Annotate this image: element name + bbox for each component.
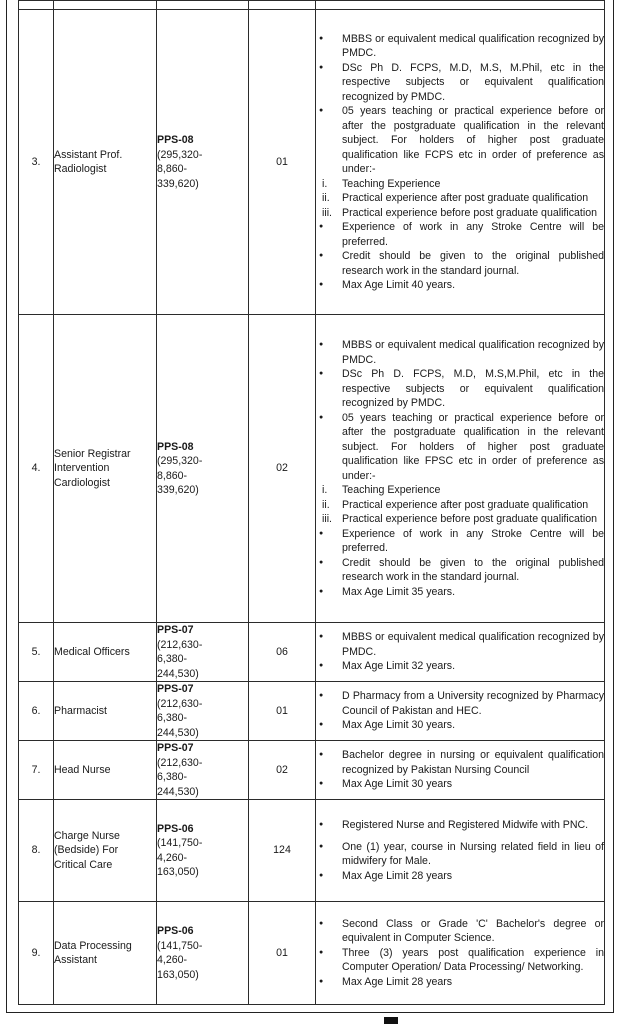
stub-cell: [249, 1, 316, 10]
table-row: [19, 800, 605, 902]
qualification-bullet: [316, 659, 604, 674]
qualification-list: [316, 32, 604, 293]
qualification-bullet: [316, 61, 604, 105]
qualification-text: Practical experience before post graduate qualification: [342, 206, 597, 219]
qualification-bullet: [316, 777, 604, 792]
qualification-text: One (1) year, course in Nursing related field in lieu of midwifery for Male.: [342, 840, 604, 867]
post-name-cell: [54, 741, 157, 800]
qualification-text: Teaching Experience: [342, 177, 441, 190]
pay-scale-code: PPS-08: [157, 134, 194, 146]
qualification-text: DSc Ph D. FCPS, M.D, M.S,M.Phil, etc in the respective subjects or equivalent qualification recognized by PMDC.: [342, 368, 604, 409]
qualification-subitem: [316, 177, 604, 192]
qualification-text: MBBS or equivalent medical qualification recognized by PMDC.: [342, 339, 604, 366]
qualification-list: [316, 338, 604, 599]
pay-scale-code: PPS-06: [157, 822, 194, 835]
post-name-line: Cardiologist: [54, 476, 110, 489]
qualification-cell: [316, 741, 605, 800]
stub-cell: [19, 1, 54, 10]
serial-number-cell: 5.: [19, 623, 54, 682]
table-row: [19, 741, 605, 800]
pay-scale-code: PPS-06: [157, 925, 194, 937]
qualification-text: 05 years teaching or practical experience before or after the postgraduate qualification in the relevant subject. For holders of higher post graduate qualification like FCPS etc in order of preference as under:-: [342, 105, 604, 175]
post-name-line: Assistant: [54, 954, 97, 966]
serial-number-cell: 6.: [19, 682, 54, 741]
qualification-bullet: [316, 840, 604, 869]
qualification-text: Second Class or Grade 'C' Bachelor's degree or equivalent in Computer Science.: [342, 917, 604, 945]
qualification-bullet: [316, 278, 604, 293]
number-of-posts-cell: 01: [249, 10, 316, 315]
pay-scale-cell: [157, 10, 249, 315]
qualification-bullet: [316, 946, 604, 975]
post-name-line: Radiologist: [54, 163, 107, 175]
qualification-text: Max Age Limit 28 years: [342, 869, 453, 882]
table-row: [19, 682, 605, 741]
pay-scale-cell: [157, 315, 249, 623]
post-name-line: Critical Care: [54, 858, 113, 871]
serial-number-cell: 8.: [19, 800, 54, 902]
roman-numeral-marker: i.: [322, 484, 328, 496]
number-of-posts-cell: 02: [249, 315, 316, 623]
qualification-text: Credit should be given to the original published research work in the standard journal.: [342, 250, 604, 277]
pay-scale-cell: [157, 800, 249, 902]
post-name-cell: [54, 800, 157, 902]
qualification-bullet: [316, 818, 604, 833]
qualification-text: Max Age Limit 30 years: [342, 778, 453, 791]
post-name-cell: [54, 623, 157, 682]
qualification-bullet: [316, 869, 604, 884]
post-name-line: (Bedside) For: [54, 844, 119, 857]
pay-scale-range: (141,750- 4,260- 163,050): [157, 939, 203, 981]
post-name-line: Medical Officers: [54, 645, 130, 658]
scan-edge-mark: [384, 1017, 398, 1024]
qualification-bullet: [316, 220, 604, 249]
post-name-line: Data Processing: [54, 939, 132, 952]
qualification-list: [316, 917, 604, 990]
pay-scale-range: (212,630- 6,380- 244,530): [157, 638, 203, 680]
qualification-subitem: [316, 483, 604, 498]
qualification-cell: [316, 682, 605, 741]
qualification-bullet: [316, 689, 604, 718]
post-name-cell: [54, 315, 157, 623]
qualification-text: Experience of work in any Stroke Centre will be preferred.: [342, 527, 604, 554]
number-of-posts-cell: 06: [249, 623, 316, 682]
qualification-cell: [316, 10, 605, 315]
number-of-posts-cell: 02: [249, 741, 316, 800]
table-row: [19, 315, 605, 623]
qualification-subitem: [316, 206, 604, 221]
qualification-list: [316, 630, 604, 674]
qualification-bullet: [316, 249, 604, 278]
serial-number-cell: 4.: [19, 315, 54, 623]
number-of-posts-cell: 01: [249, 682, 316, 741]
qualification-text: Teaching Experience: [342, 484, 441, 496]
pay-scale-range: (212,630- 6,380- 244,530): [157, 697, 203, 739]
qualification-text: D Pharmacy from a University recognized by Pharmacy Council of Pakistan and HEC.: [342, 690, 604, 717]
qualification-text: Practical experience after post graduate qualification: [342, 192, 589, 204]
qualification-bullet: [316, 411, 604, 484]
pay-scale-code: PPS-08: [157, 440, 194, 453]
serial-number-cell: 7.: [19, 741, 54, 800]
qualification-bullet: [316, 630, 604, 659]
qualification-text: MBBS or equivalent medical qualification recognized by PMDC.: [342, 631, 604, 658]
qualification-text: Max Age Limit 28 years: [342, 975, 453, 988]
pay-scale-cell: [157, 682, 249, 741]
serial-number-cell: 9.: [19, 902, 54, 1005]
pay-scale-cell: [157, 623, 249, 682]
qualification-cell: [316, 902, 605, 1005]
qualification-text: DSc Ph D. FCPS, M.D, M.S, M.Phil, etc in the respective subjects or equivalent qualification recognized by PMDC.: [342, 61, 604, 103]
qualification-subitem: [316, 498, 604, 513]
pay-scale-code: PPS-07: [157, 742, 194, 754]
qualification-text: Max Age Limit 35 years.: [342, 585, 456, 598]
qualification-bullet: [316, 975, 604, 990]
table-row: [19, 902, 605, 1005]
post-name-cell: [54, 902, 157, 1005]
qualification-bullet: [316, 917, 604, 946]
qualification-text: Max Age Limit 40 years.: [342, 279, 456, 291]
qualification-text: 05 years teaching or practical experience before or after the postgraduate qualification in the relevant subject. For holders of higher post graduate qualification like FPSC etc in order of preference as under:-: [342, 411, 604, 482]
qualification-text: Registered Nurse and Registered Midwife with PNC.: [342, 819, 589, 831]
post-name-line: Charge Nurse: [54, 829, 120, 842]
post-name-cell: [54, 10, 157, 315]
qualification-cell: [316, 800, 605, 902]
pay-scale-code: PPS-07: [157, 624, 194, 636]
pay-scale-range: (295,320- 8,860- 339,620): [157, 455, 203, 496]
qualification-bullet: [316, 718, 604, 733]
table-top-stub-row: [19, 1, 605, 10]
roman-numeral-marker: iii.: [322, 513, 333, 525]
qualification-subitem: [316, 512, 604, 527]
pay-scale-range: (141,750- 4,260- 163,050): [157, 837, 203, 878]
stub-cell: [54, 1, 157, 10]
qualification-bullet: [316, 32, 604, 61]
serial-number-cell: 3.: [19, 10, 54, 315]
qualification-text: Bachelor degree in nursing or equivalent qualification recognized by Pakistan Nursing Council: [342, 749, 604, 776]
job-posts-table: [18, 0, 605, 1005]
number-of-posts-cell: 124: [249, 800, 316, 902]
qualification-text: Max Age Limit 32 years.: [342, 660, 456, 673]
table-row: [19, 10, 605, 315]
qualification-subitem: [316, 191, 604, 206]
qualification-cell: [316, 623, 605, 682]
qualification-text: Experience of work in any Stroke Centre will be preferred.: [342, 221, 604, 248]
qualification-bullet: [316, 527, 604, 556]
pay-scale-cell: [157, 741, 249, 800]
qualification-cell: [316, 315, 605, 623]
number-of-posts-cell: 01: [249, 902, 316, 1005]
qualification-bullet: [316, 338, 604, 367]
qualification-text: Practical experience before post graduate qualification: [342, 513, 597, 525]
post-name-line: Intervention: [54, 462, 110, 475]
stub-cell: [157, 1, 249, 10]
post-name-cell: [54, 682, 157, 741]
qualification-bullet: [316, 556, 604, 585]
qualification-bullet: [316, 367, 604, 411]
qualification-bullet: [316, 585, 604, 600]
qualification-text: Credit should be given to the original published research work in the standard journal.: [342, 556, 604, 583]
qualification-text: Three (3) years post qualification experience in Computer Operation/ Data Processing/ Networking.: [342, 946, 604, 974]
pay-scale-range: (212,630- 6,380- 244,530): [157, 756, 203, 798]
qualification-bullet: [316, 748, 604, 777]
qualification-text: Max Age Limit 30 years.: [342, 719, 456, 732]
post-name-line: Pharmacist: [54, 704, 107, 717]
pay-scale-cell: [157, 902, 249, 1005]
roman-numeral-marker: i.: [322, 177, 328, 190]
post-name-line: Senior Registrar: [54, 447, 131, 460]
pay-scale-code: PPS-07: [157, 683, 194, 695]
roman-numeral-marker: iii.: [322, 206, 333, 219]
table-row: [19, 623, 605, 682]
qualification-text: Practical experience after post graduate qualification: [342, 498, 589, 511]
qualification-list: [316, 818, 604, 883]
post-name-line: Head Nurse: [54, 763, 111, 776]
pay-scale-range: (295,320- 8,860- 339,620): [157, 148, 203, 190]
qualification-list: [316, 689, 604, 733]
qualification-text: MBBS or equivalent medical qualification recognized by PMDC.: [342, 32, 604, 59]
stub-cell: [316, 1, 605, 10]
post-name-line: Assistant Prof.: [54, 148, 123, 161]
qualification-list: [316, 748, 604, 792]
roman-numeral-marker: ii.: [322, 498, 330, 511]
qualification-bullet: [316, 104, 604, 177]
roman-numeral-marker: ii.: [322, 192, 330, 204]
